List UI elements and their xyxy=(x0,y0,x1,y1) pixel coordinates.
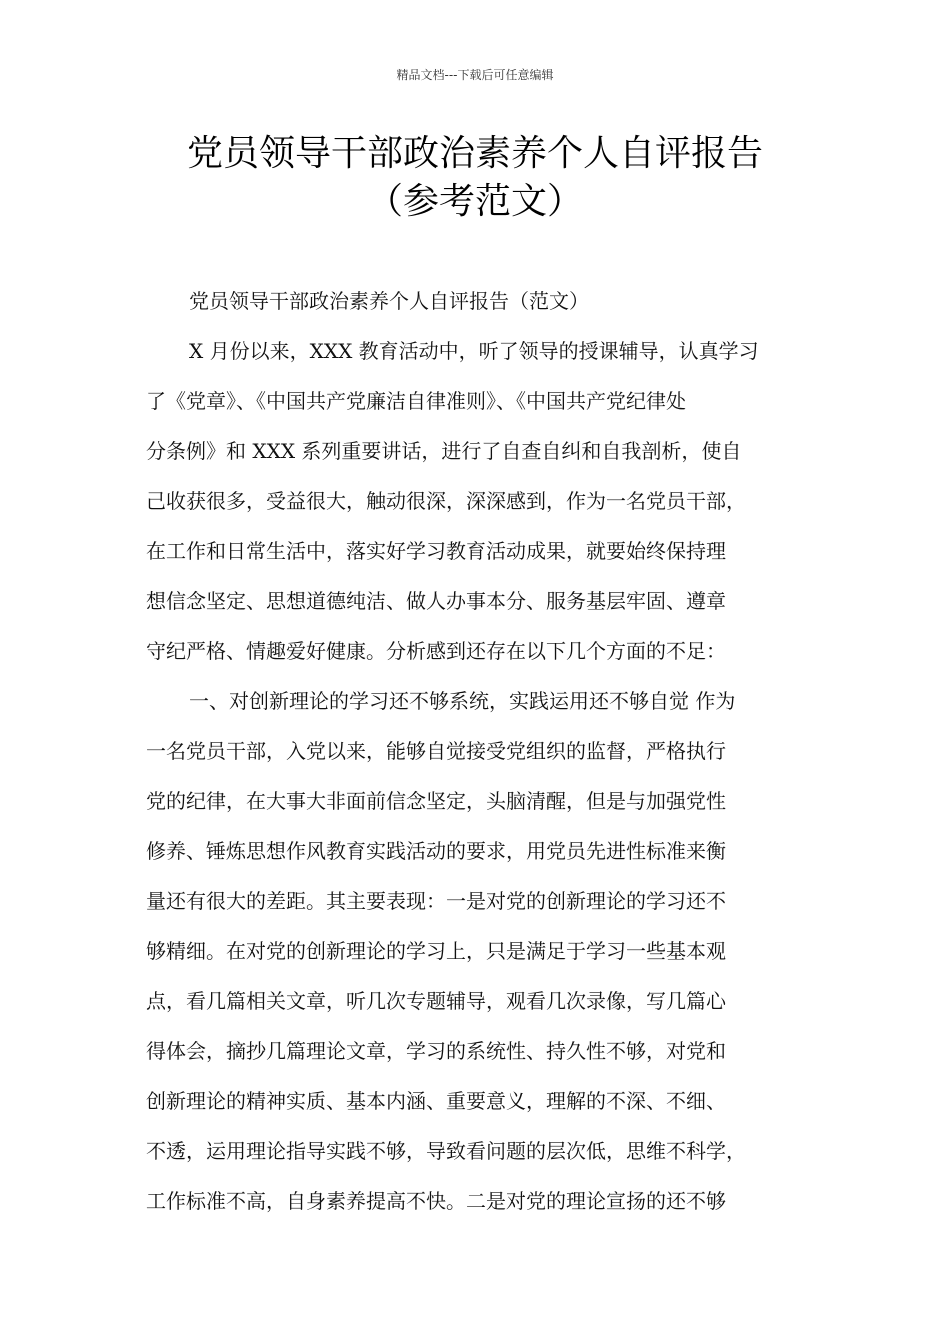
paragraph-line: 点，看几篇相关文章，听几次专题辅导，观看几次录像，写几篇心 xyxy=(146,989,726,1013)
title-line-1: 党员领导干部政治素养个人自评报告 xyxy=(186,133,763,174)
paragraph-line: 了《党章》、《中国共产党廉洁自律准则》、《中国共产党纪律处 xyxy=(146,389,686,413)
paragraph-line: 不透，运用理论指导实践不够，导致看问题的层次低，思维不科学， xyxy=(146,1139,746,1163)
paragraph-line: 够精细。在对党的创新理论的学习上，只是满足于学习一些基本观 xyxy=(146,939,726,963)
paragraph-line: 在工作和日常生活中，落实好学习教育活动成果，就要始终保持理 xyxy=(146,539,726,563)
paragraph-line: 工作标准不高，自身素养提高不快。二是对党的理论宣扬的还不够 xyxy=(146,1189,726,1213)
paragraph-line: X 月份以来，XXX 教育活动中，听了领导的授课辅导，认真学习 xyxy=(189,339,759,363)
paragraph-line: 分条例》和 XXX 系列重要讲话，进行了自查自纠和自我剖析，使自 xyxy=(146,439,742,463)
paragraph-line: 得体会，摘抄几篇理论文章，学习的系统性、持久性不够，对党和 xyxy=(146,1039,726,1063)
document-body xyxy=(146,276,818,1226)
paragraph-line: 己收获很多，受益很大，触动很深，深深感到，作为一名党员干部， xyxy=(146,489,746,513)
paragraph-line: 守纪严格、情趣爱好健康。分析感到还存在以下几个方面的不足： xyxy=(146,639,726,663)
paragraph-line: 一名党员干部，入党以来，能够自觉接受党组织的监督，严格执行 xyxy=(146,739,726,763)
title-line-2: （参考范文） xyxy=(366,181,583,222)
paragraph-line: 党的纪律，在大事大非面前信念坚定，头脑清醒，但是与加强党性 xyxy=(146,789,726,813)
page-title xyxy=(0,130,950,226)
paragraph-line: 想信念坚定、思想道德纯洁、做人办事本分、服务基层牢固、遵章 xyxy=(146,589,726,613)
paragraph-line: 量还有很大的差距。其主要表现：一是对党的创新理论的学习还不 xyxy=(146,889,726,913)
paragraph-line: 创新理论的精神实质、基本内涵、重要意义，理解的不深、不细、 xyxy=(146,1089,726,1113)
doc-subtitle: 党员领导干部政治素养个人自评报告（范文） xyxy=(189,289,589,313)
section-heading-line: 一、对创新理论的学习还不够系统，实践运用还不够自觉 作为 xyxy=(189,689,736,713)
header-note: 精品文档---下载后可任意编辑 xyxy=(396,68,554,82)
paragraph-line: 修养、锤炼思想作风教育实践活动的要求，用党员先进性标准来衡 xyxy=(146,839,726,863)
